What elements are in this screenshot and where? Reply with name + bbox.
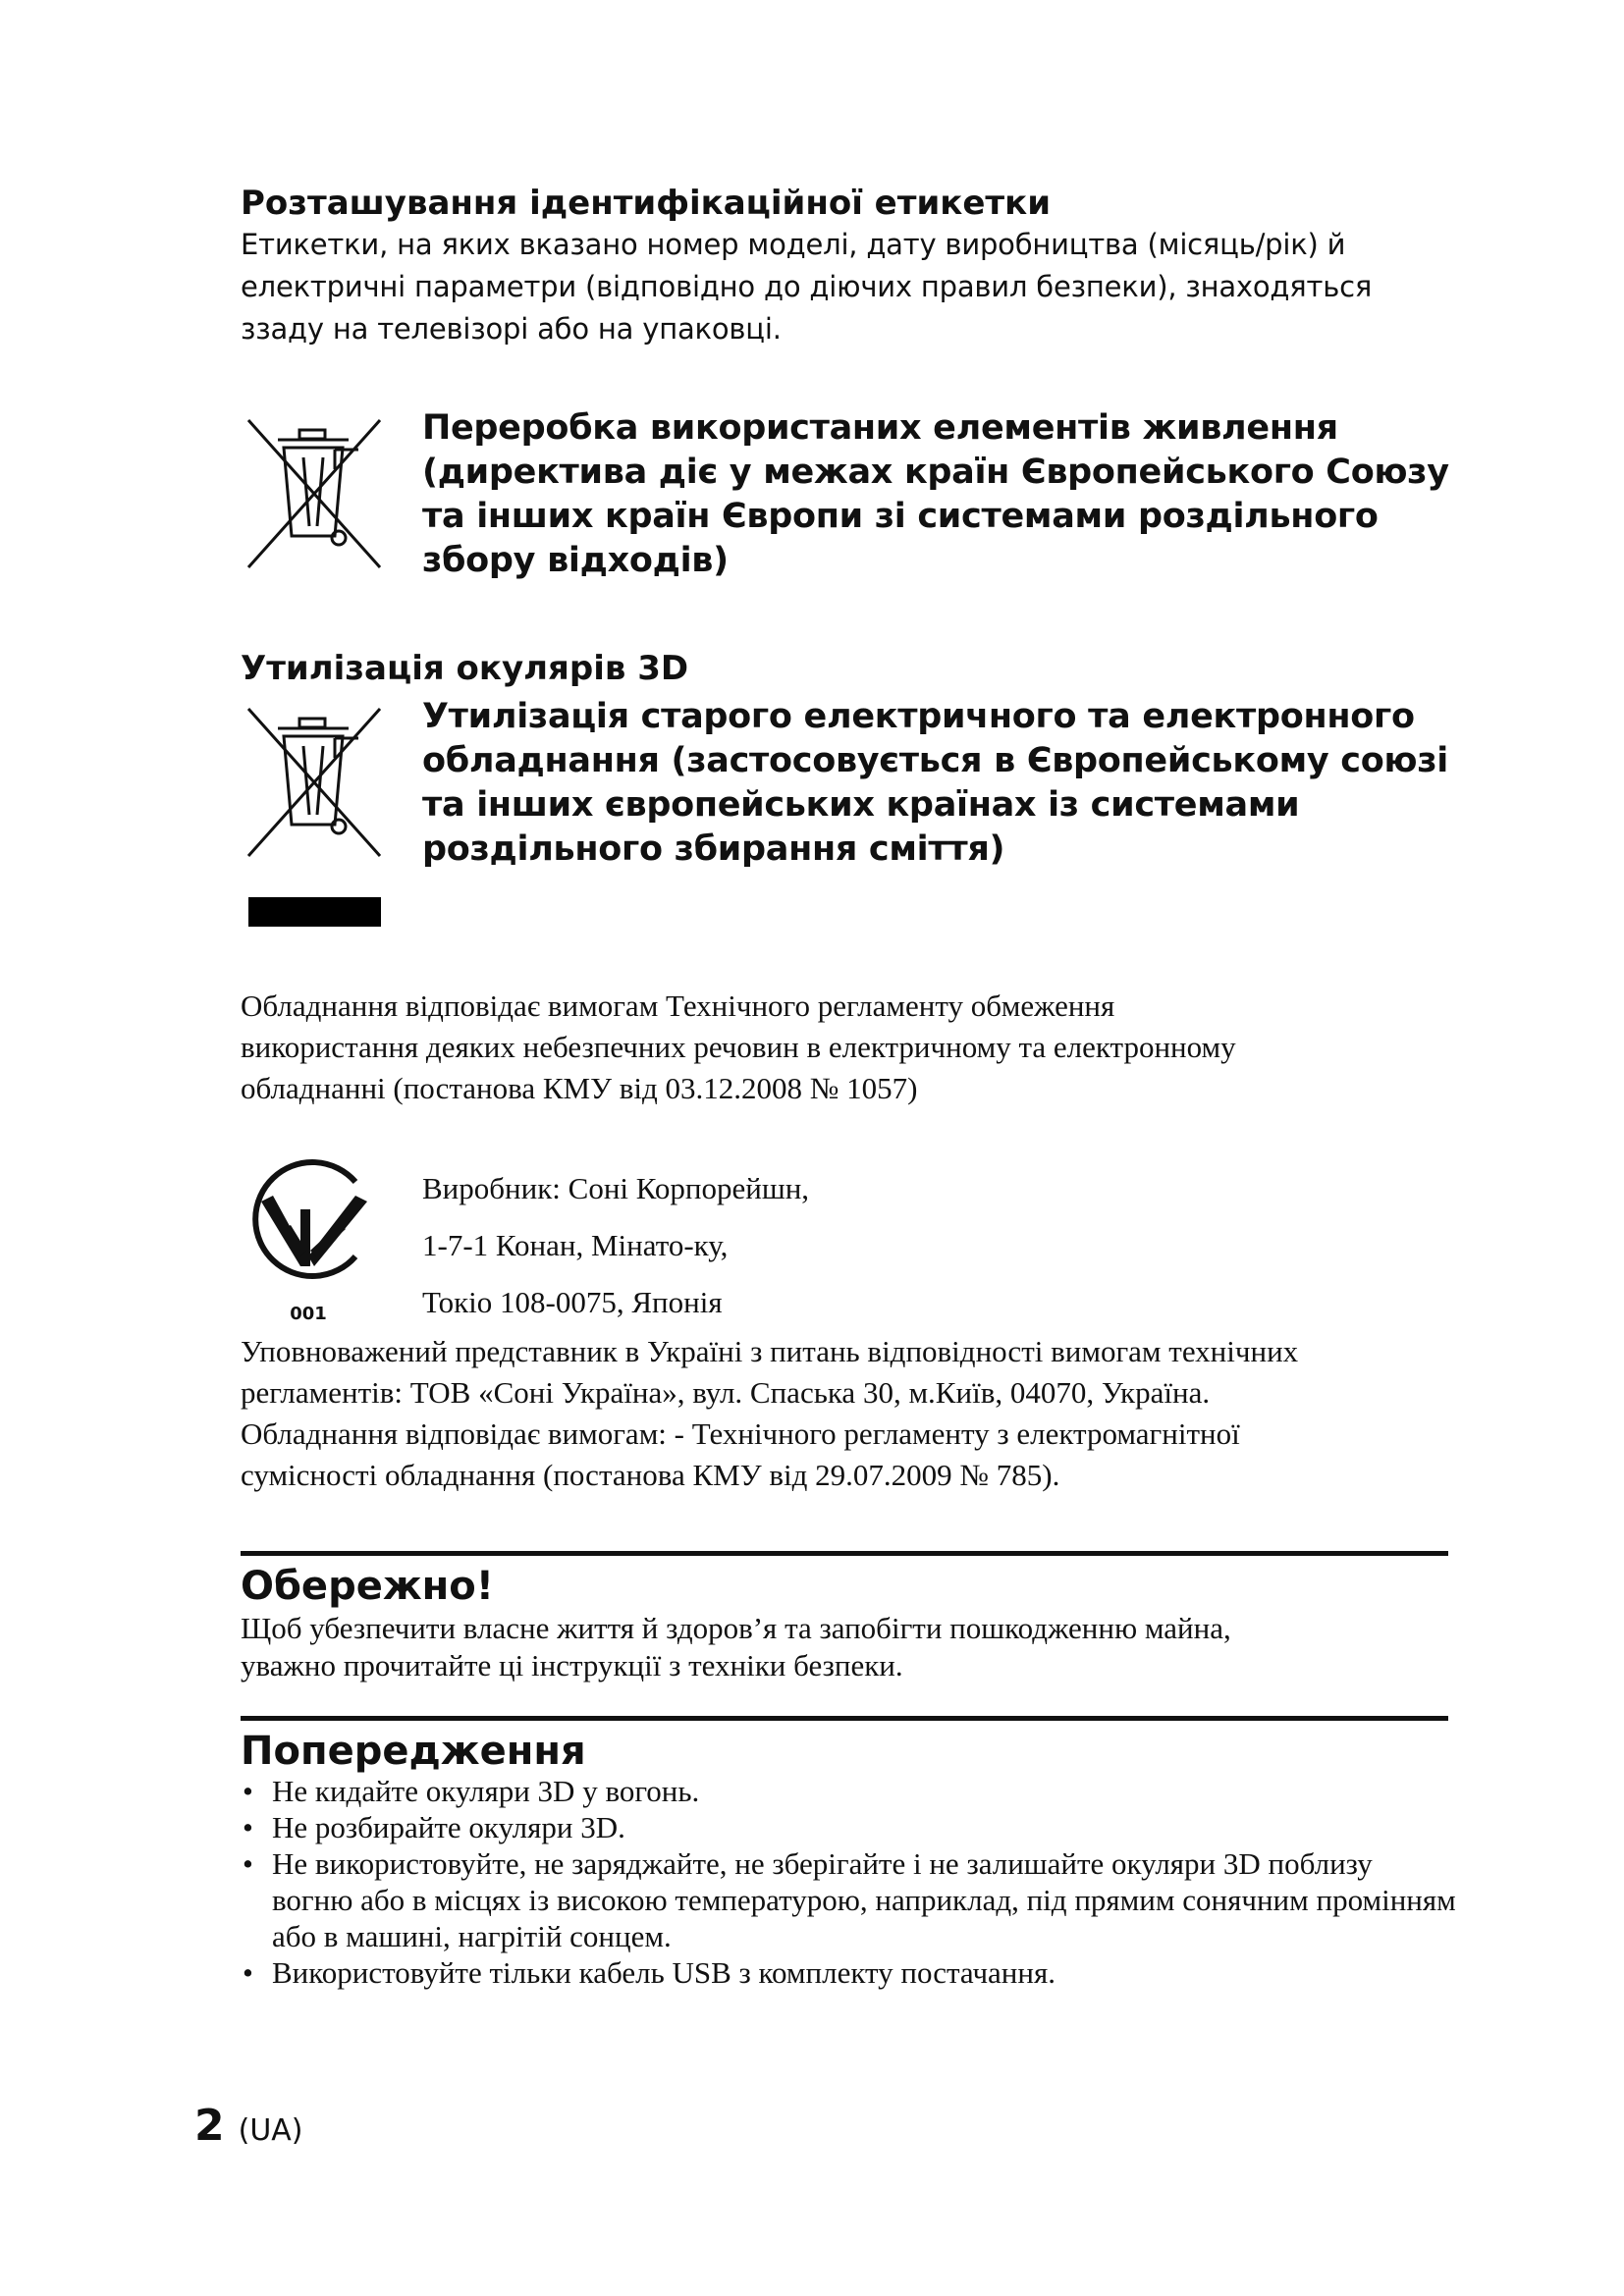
list-item-text: Не використовуйте, не заряджайте, не зберігайте і не залишайте окуляри 3D поблизу вогню або в місцях із високою температурою, наприклад, під прямим сонячним промінням або в машині, нагрітій сонцем.: [272, 1846, 1456, 1953]
bullet: •: [243, 1774, 253, 1808]
text-line: електричні параметри (відповідно до діючих правил безпеки), знаходяться: [241, 270, 1373, 303]
text-line: Щоб убезпечити власне життя й здоров’я та запобігти пошкодженню майна,: [241, 1611, 1231, 1645]
title-line: роздільного збирання сміття): [422, 829, 1005, 869]
text-line: уважно прочитайте ці інструкції з техніки безпеки.: [241, 1648, 903, 1682]
text-line: Уповноважений представник в Україні з питань відповідності вимогам технічних: [241, 1334, 1299, 1368]
text-line: сумісності обладнання (постанова КМУ від 29.07.2009 № 785).: [241, 1458, 1060, 1492]
list-item-text: Використовуйте тільки кабель USB з комплекту постачання.: [272, 1955, 1056, 1990]
text-line: ззаду на телевізорі або на упаковці.: [241, 312, 782, 346]
crossed-out-wheelie-bin-icon: [241, 410, 388, 592]
caution-heading: Обережно!: [241, 1564, 494, 1609]
section-divider: [241, 1716, 1448, 1721]
page-number: 2: [194, 2101, 225, 2151]
text-line: Етикетки, на яких вказано номер моделі, дату виробництва (місяць/рік) й: [241, 228, 1346, 261]
title-line: та інших країн Європи зі системами роздільного: [422, 497, 1379, 536]
glasses-disposal-title: [422, 695, 1463, 872]
manufacturer-line: Виробник: Соні Корпорейшн,: [422, 1171, 810, 1205]
label-location-heading: Розташування ідентифікаційної етикетки: [241, 184, 1052, 223]
glasses-disposal-heading: Утилізація окулярів 3D: [241, 649, 689, 688]
ukrainian-conformity-mark-icon: [240, 1141, 377, 1332]
conformity-mark-code: 001: [290, 1304, 327, 1324]
list-item: [241, 1809, 1458, 1845]
title-line: (директива діє у межах країн Європейського Союзу: [422, 453, 1449, 492]
list-item-text: Не кидайте окуляри 3D у вогонь.: [272, 1774, 700, 1808]
bullet: •: [243, 1955, 253, 1990]
warning-list: [241, 1773, 1458, 1991]
text-line: регламентів: ТОВ «Соні Україна», вул. Спаська 30, м.Київ, 04070, Україна.: [241, 1375, 1211, 1410]
authorized-representative-text: [241, 1331, 1458, 1414]
manufacturer-line: 1-7-1 Конан, Мінато-ку,: [422, 1228, 729, 1262]
rohs-compliance-text: [241, 986, 1458, 1109]
label-location-text: [241, 224, 1448, 350]
text-line: Обладнання відповідає вимогам Технічного регламенту обмеження: [241, 988, 1115, 1023]
title-line: обладнання (застосовується в Європейському союзі: [422, 741, 1448, 780]
label-location-section: [241, 183, 1448, 350]
page-language: (UA): [238, 2113, 303, 2148]
title-line: Утилізація старого електричного та електронного: [422, 697, 1415, 736]
title-line: та інших європейських країнах із системами: [422, 785, 1300, 825]
crossed-out-wheelie-bin-icon: [241, 699, 388, 881]
list-item-text: Не розбирайте окуляри 3D.: [272, 1810, 625, 1844]
text-line: Обладнання відповідає вимогам: - Технічного регламенту з електромагнітної: [241, 1416, 1240, 1451]
manufacturer-line: Токіо 108-0075, Японія: [422, 1285, 723, 1319]
bullet: •: [243, 1846, 253, 1881]
list-item: [241, 1954, 1458, 1991]
warning-heading: Попередження: [241, 1729, 586, 1774]
page-footer: [194, 2101, 303, 2151]
list-item: [241, 1845, 1458, 1954]
bullet: •: [243, 1810, 253, 1844]
emc-compliance-text: [241, 1414, 1458, 1496]
title-line: збору відходів): [422, 541, 729, 580]
text-line: обладнанні (постанова КМУ від 03.12.2008 № 1057): [241, 1071, 918, 1105]
text-line: використання деяких небезпечних речовин в електричному та електронному: [241, 1030, 1236, 1064]
battery-disposal-title: [422, 406, 1463, 583]
section-divider: [241, 1551, 1448, 1556]
manufacturer-info: [422, 1160, 1208, 1331]
list-item: [241, 1773, 1458, 1809]
caution-text: [241, 1610, 1458, 1684]
title-line: Переробка використаних елементів живлення: [422, 408, 1338, 448]
weee-solid-bar: [248, 897, 381, 927]
